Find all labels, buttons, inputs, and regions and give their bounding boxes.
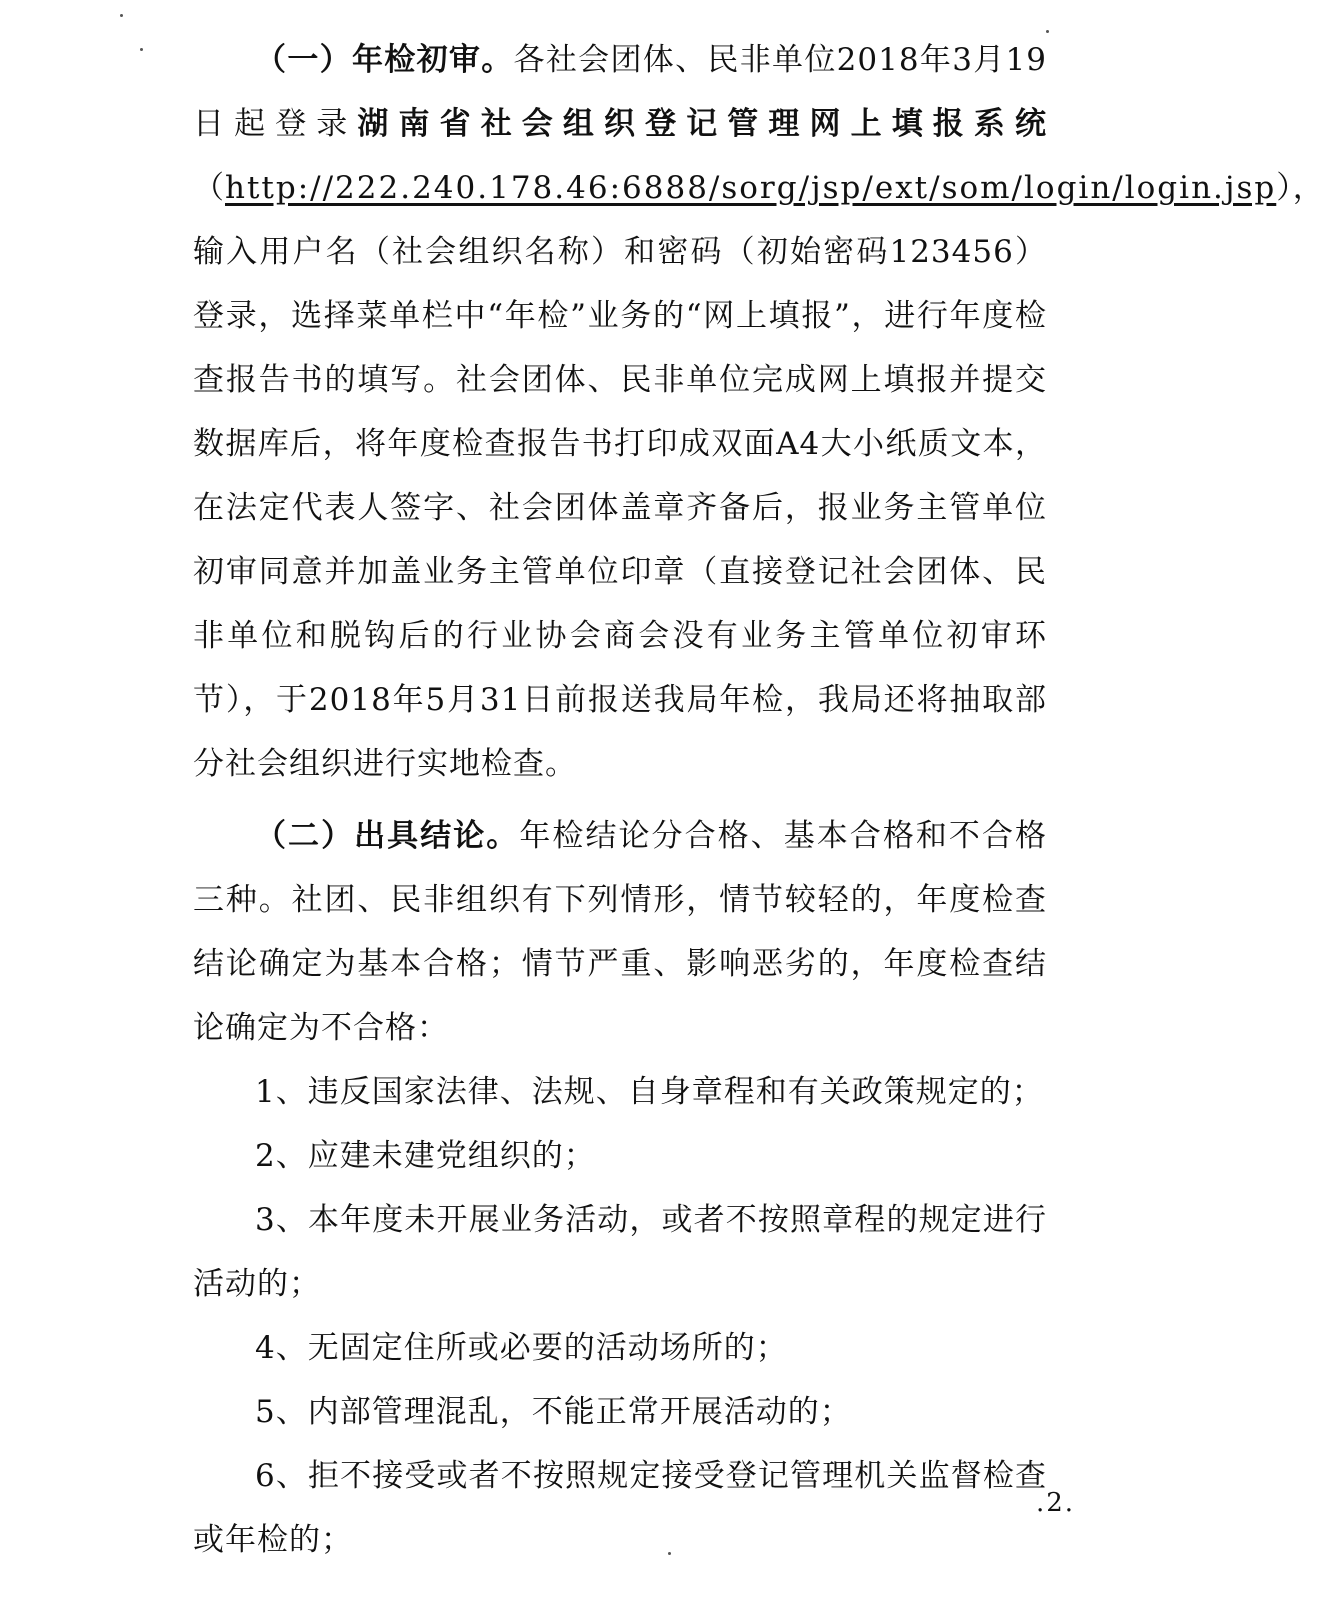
paragraph-conclusion: [193, 804, 1047, 1060]
document-body: [193, 28, 1325, 1572]
paragraph-text: 各社会团体、民非单位2018年3月19日起登录: [193, 42, 1048, 142]
system-url-link[interactable]: http://222.240.178.46:6888/sorg/jsp/ext/som/login/login.jsp: [225, 170, 1277, 206]
scan-speck: [140, 48, 143, 51]
scan-speck: [120, 14, 123, 17]
list-item: 2、应建未建党组织的；: [255, 1138, 596, 1174]
list-item: 6、拒不接受或者不按照规定接受登记管理机关监督检查或年检的；: [193, 1458, 1047, 1558]
section-heading-initial-review: （一）年检初审。: [255, 42, 514, 78]
list-item: 3、本年度未开展业务活动，或者不按照章程的规定进行活动的；: [193, 1202, 1047, 1302]
paragraph-annual-inspection: [193, 28, 1325, 796]
paragraph-text: ），输入用户名（社会组织名称）和密码（初始密码123456）登录，选择菜单栏中“年检”业务的“网上填报”，进行年度检查报告书的填写。社会团体、民非单位完成网上填报并提交数据库后，将年度检查报告书打印成双面A4大小纸质文本，在法定代表人签字、社会团体盖章齐备后，报业务主管单位初审同意并加盖业务主管单位印章（直接登记社会团体、民非单位和脱钩后的行业协会商会没有业务主管单位初审环节），于2018年5月31日前报送我局年检，我局还将抽取部分社会组织进行实地检查。: [193, 170, 1325, 782]
system-name: 湖南省社会组织登记管理网上填报系统: [357, 106, 1048, 142]
section-heading-conclusion: （二）出具结论。: [255, 818, 520, 854]
page-number: .2.: [1036, 1488, 1076, 1518]
paragraph-text: 年检结论分合格、基本合格和不合格三种。社团、民非组织有下列情形，情节较轻的，年度检查结论确定为基本合格；情节严重、影响恶劣的，年度检查结论确定为不合格：: [193, 818, 1048, 1046]
list-item: 4、无固定住所或必要的活动场所的；: [255, 1330, 788, 1366]
list-item: 1、违反国家法律、法规、自身章程和有关政策规定的；: [255, 1074, 1044, 1110]
url-open-paren: （: [193, 170, 225, 206]
list-item: 5、内部管理混乱，不能正常开展活动的；: [255, 1394, 852, 1430]
